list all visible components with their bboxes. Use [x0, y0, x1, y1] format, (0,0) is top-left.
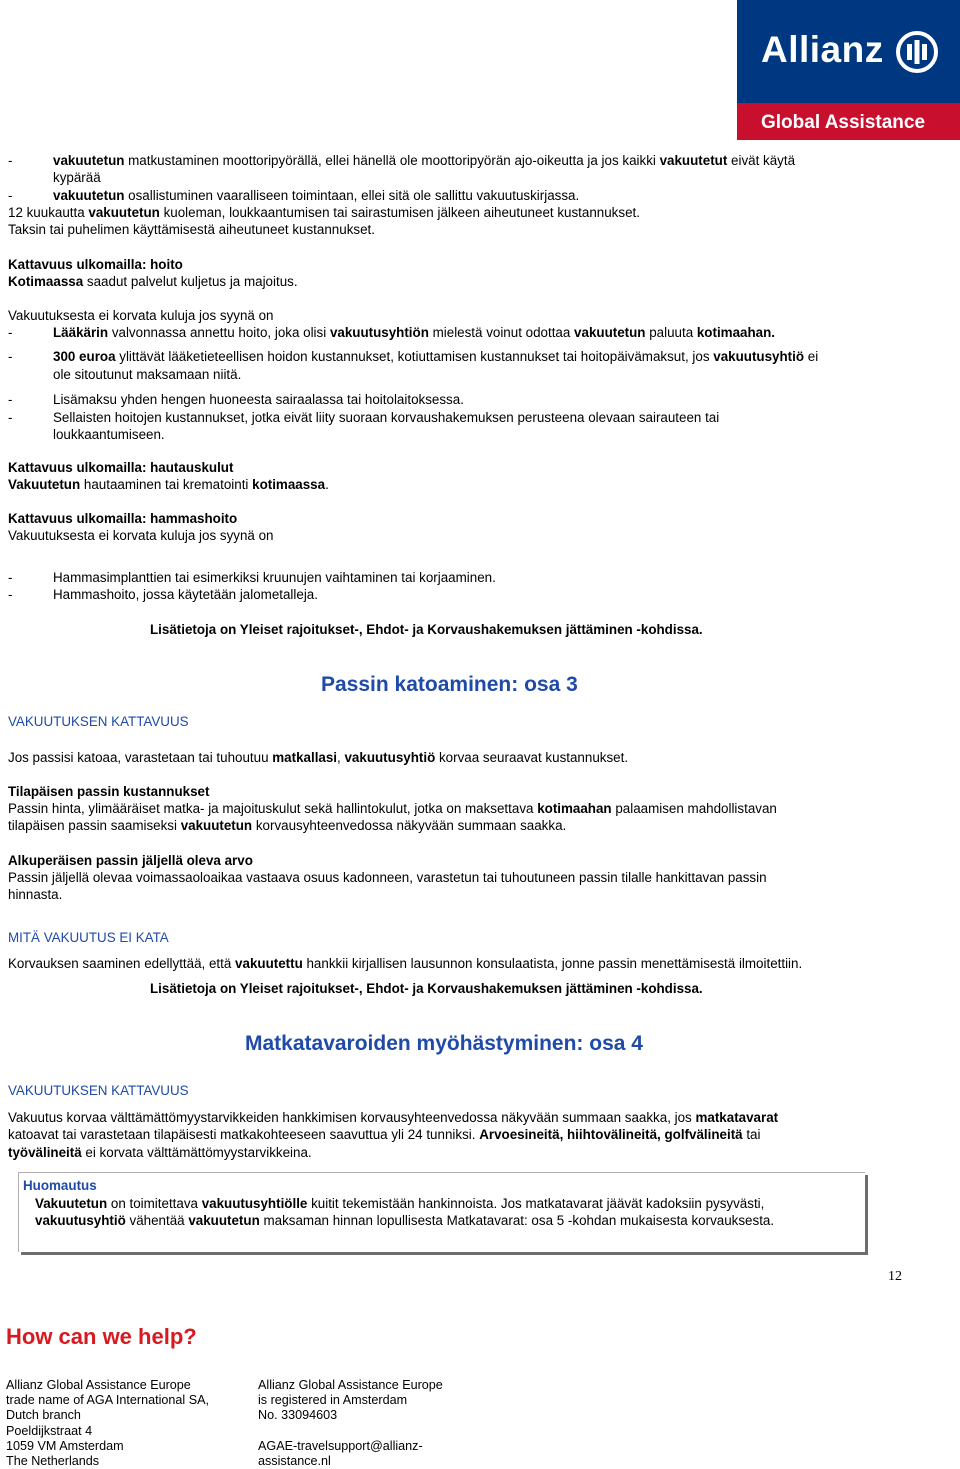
heading-hammas: Kattavuus ulkomailla: hammashoito	[8, 511, 238, 526]
list-item: - Sellaisten hoitojen kustannukset, jotka eivät liity suoraan korvaushakemuksen perusteena olevaan sairauteen tai loukkaantumiseen.	[8, 409, 720, 443]
paragraph-12-months: 12 kuukautta vakuutetun kuoleman, loukkaantumisen tai sairastumisen jälkeen aiheutuneet kustannukset.	[8, 205, 640, 220]
allianz-eagle-icon	[895, 30, 939, 74]
list-item: - Hammasimplanttien tai esimerkiksi kruunujen vaihtaminen tai korjaaminen.	[8, 570, 496, 585]
heading-hoito: Kattavuus ulkomailla: hoito	[8, 257, 183, 272]
heading-orig-passport: Alkuperäisen passin jäljellä oleva arvo	[8, 853, 253, 868]
section-title-matka: Matkatavaroiden myöhästyminen: osa 4	[245, 1032, 643, 1055]
coverage-label-matka: VAKUUTUKSEN KATTAVUUS	[8, 1083, 189, 1098]
paragraph-matka: Vakuutus korvaa välttämättömyystarvikkeiden hankkimisen korvausyhteenvedossa näkyvään summaan saakka, jos matkatavarat katoavat tai varastetaan tilapäisesti matkakohteeseen saavuttua yli 24 tunniksi. Arvoesineitä, hiihtovälineitä, golfvälineitä tai työvälineitä ei korvata välttämättömyystarvikkeina.	[8, 1110, 779, 1160]
help-heading: How can we help?	[6, 1324, 197, 1349]
more-info-2: Lisätietoja on Yleiset rajoitukset-, Ehdot- ja Korvaushakemuksen jättäminen -kohdissa.	[150, 981, 703, 996]
list-item: - 300 euroa ylittävät lääketieteellisen hoidon kustannukset, kotiuttamisen kustannukset tai hoitopäivämaksut, jos vakuutusyhtiö ei ole sitoutunut maksamaan niitä.	[8, 349, 819, 382]
hoito-exclusion-list	[8, 324, 818, 443]
footer-col-2: Allianz Global Assistance Europe is registered in Amsterdam No. 33094603 AGAE-travelsupport@allianz- assistance.nl	[258, 1378, 443, 1468]
paragraph-orig-passport: Passin jäljellä olevaa voimassaoloaikaa vastaava osuus kadonneen, varastetun tai tuhoutuneen passin tilalle hankittavan passin hinnasta.	[8, 870, 767, 903]
paragraph-hoito-intro: Vakuutuksesta ei korvata kuluja jos syynä on	[8, 308, 274, 323]
not-covered-label: MITÄ VAKUUTUS EI KATA	[8, 930, 169, 945]
section-title-passi: Passin katoaminen: osa 3	[321, 673, 578, 696]
heading-hautaus: Kattavuus ulkomailla: hautauskulut	[8, 460, 234, 475]
coverage-label-passi: VAKUUTUKSEN KATTAVUUS	[8, 714, 189, 729]
paragraph-not-covered: Korvauksen saaminen edellyttää, että vakuutettu hankkii kirjallisen lausunnon konsulaatista, jonne passin menettämisestä ilmoitettiin.	[8, 956, 803, 971]
logo-subtitle: Global Assistance	[761, 112, 926, 133]
list-item: - Hammashoito, jossa käytetään jalometalleja.	[8, 587, 318, 603]
list-item: - vakuutetun osallistuminen vaaralliseen toimintaan, ellei sitä ole sallittu vakuutuskirjassa.	[8, 187, 580, 203]
exclusion-list-1	[8, 152, 795, 204]
paragraph-passi-intro: Jos passisi katoaa, varastetaan tai tuhoutuu matkallasi, vakuutusyhtiö korvaa seuraavat kustannukset.	[8, 750, 629, 765]
heading-temp-passport: Tilapäisen passin kustannukset	[8, 784, 210, 799]
note-label: Huomautus	[23, 1178, 97, 1193]
logo-brand: Allianz	[761, 29, 884, 70]
list-item: - Lääkärin valvonnassa annettu hoito, joka olisi vakuutusyhtiön mielestä voinut odottaa vakuutetun paluuta kotimaahan.	[8, 325, 775, 340]
page-number: 12	[888, 1269, 902, 1284]
hammas-exclusion-list	[8, 569, 496, 604]
list-item: - Lisämaksu yhden hengen huoneesta sairaalassa tai hoitolaitoksessa.	[8, 392, 464, 408]
paragraph-hoito: Kotimaassa saadut palvelut kuljetus ja majoitus.	[8, 274, 298, 289]
footer-col-1: Allianz Global Assistance Europe trade name of AGA International SA, Dutch branch Poeldijkstraat 4 1059 VM Amsterdam The Netherlands	[6, 1378, 210, 1469]
paragraph-hammas-intro: Vakuutuksesta ei korvata kuluja jos syynä on	[8, 528, 274, 543]
allianz-logo	[737, 0, 960, 140]
paragraph-temp-passport: Passin hinta, ylimääräiset matka- ja majoituskulut sekä hallintokulut, jotka on maksettava kotimaahan palaamisen mahdollistavan tilapäisen passin saamiseksi vakuutetun korvausyhteenvedossa näkyvään summaan saakka.	[8, 801, 777, 834]
more-info-1: Lisätietoja on Yleiset rajoitukset-, Ehdot- ja Korvaushakemuksen jättäminen -kohdissa.	[150, 622, 703, 637]
paragraph-hautaus: Vakuutetun hautaaminen tai krematointi kotimaassa.	[8, 477, 329, 492]
list-item: - vakuutetun matkustaminen moottoripyörällä, ellei hänellä ole moottoripyörän ajo-oikeutta ja jos kaikki vakuutetut eivät käytä kypärää	[8, 153, 796, 186]
note-text: Vakuutetun on toimitettava vakuutusyhtiölle kuitit tekemistään hankinnoista. Jos matkatavarat jäävät kadoksiin pysyvästi, vakuutusyhtiö vähentää vakuutetun maksaman hinnan lopullisesta Matkatavarat: osa 5 -kohdan mukaisesta korvauksesta.	[35, 1196, 775, 1229]
paragraph-taxi: Taksin tai puhelimen käyttämisestä aiheutuneet kustannukset.	[8, 222, 375, 237]
